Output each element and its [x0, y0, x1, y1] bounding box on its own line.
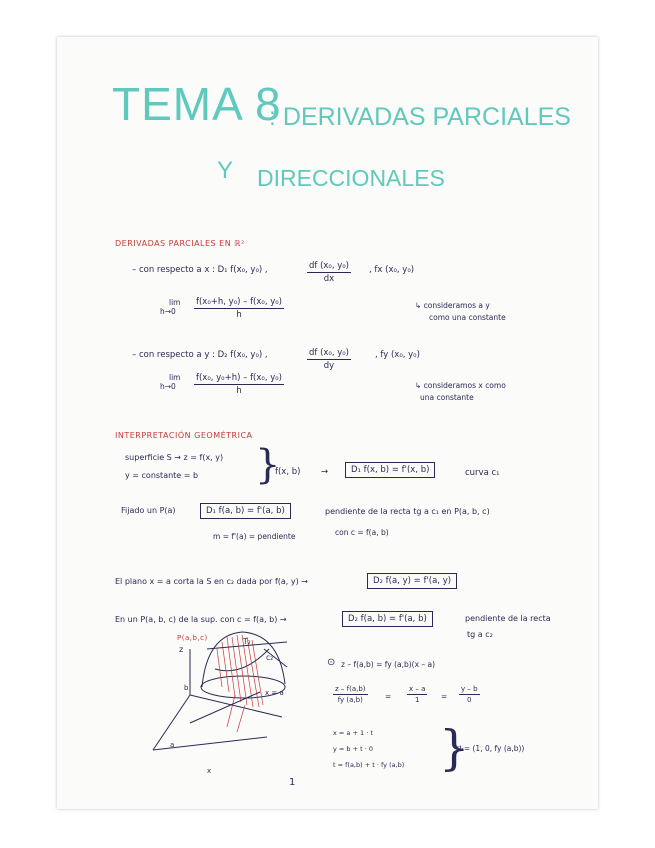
- fix-point-label: Fijado un P(a): [121, 506, 176, 515]
- param-x: x = a + 1 · t: [333, 729, 373, 737]
- x-derivative-fx: , fx (x₀, y₀): [369, 265, 415, 275]
- title-derivadas: : DERIVADAS PARCIALES: [269, 103, 571, 131]
- constant-line: y = constante = b: [125, 471, 199, 480]
- x-note-line1: ↳ consideramos a y: [415, 301, 490, 310]
- slope2-line2: tg a c₂: [467, 630, 493, 639]
- x-frac-denominator: dx: [323, 274, 335, 284]
- equals-1: =: [385, 692, 392, 701]
- param-z: t = f(a,b) + t · fy (a,b): [333, 761, 405, 769]
- sym-num-3: y – b: [461, 685, 478, 693]
- x-note-line2: como una constante: [429, 313, 506, 322]
- y-note-line1: ↳ consideramos x como: [415, 381, 506, 390]
- slope-text: pendiente de la recta tg a c₁ en P(a, b, c): [325, 507, 490, 516]
- arrow-1: →: [321, 467, 329, 477]
- label-c2: c₂: [266, 653, 274, 662]
- h-to-zero-y: h→0: [160, 382, 176, 391]
- slope-m-line: m = f'(a) = pendiente: [213, 532, 296, 541]
- page-number: 1: [289, 777, 296, 788]
- label-x-equals-a: x = a: [265, 689, 284, 697]
- x-derivative-line: – con respecto a x : D₁ f(x₀, y₀) ,: [132, 265, 268, 275]
- label-b: b: [184, 684, 189, 692]
- symmetric-frac-3: [459, 685, 480, 704]
- surface-line: superficie S → z = f(x, y): [125, 453, 224, 462]
- y-limit-numerator: f(x₀, y₀+h) – f(x₀, y₀): [196, 373, 282, 383]
- f-xb: f(x, b): [275, 467, 301, 477]
- direction-vector: v⃗ = (1, 0, fy (a,b)): [457, 744, 525, 753]
- plane-cut-line: El plano x = a corta la S en c₂ dada por f(a, y) →: [115, 577, 308, 586]
- surface-diagram: [57, 37, 598, 809]
- tangent-equation: z – f(a,b) = fy (a,b)(x – a): [341, 660, 436, 669]
- param-y: y = b + t · 0: [333, 745, 374, 753]
- h-to-zero-x: h→0: [160, 307, 176, 316]
- y-note-line2: una constante: [420, 393, 474, 402]
- sym-num-2: x – a: [409, 685, 426, 693]
- y-frac-numerator: df (x₀, y₀): [309, 348, 350, 358]
- param-brace-icon: }: [439, 720, 470, 776]
- x-limit-numerator: f(x₀+h, y₀) – f(x₀, y₀): [196, 297, 282, 307]
- section-heading-derivadas: DERIVADAS PARCIALES EN ℝ²: [115, 239, 245, 248]
- sym-den-3: 0: [467, 696, 472, 704]
- y-derivative-line: – con respecto a y : D₂ f(x₀, y₀) ,: [132, 350, 268, 360]
- notebook-page: [57, 37, 598, 809]
- curly-brace-icon: }: [255, 442, 281, 488]
- label-a: a: [170, 741, 175, 749]
- title-tema: TEMA 8: [112, 78, 282, 130]
- boxed-formula-2: D₁ f(a, b) = f'(a, b): [200, 503, 291, 519]
- symmetric-frac-2: [407, 685, 427, 704]
- symmetric-frac-1: [333, 685, 368, 704]
- lim-label-y: lim: [169, 373, 181, 382]
- curve-c1-label: curva c₁: [465, 468, 500, 478]
- sym-den-1: fy (a,b): [337, 696, 363, 704]
- label-t2: T₂: [243, 637, 251, 646]
- x-limit-denominator: h: [236, 310, 242, 320]
- sym-den-2: 1: [414, 696, 420, 704]
- lim-label-x: lim: [169, 298, 181, 307]
- title-direccionales: DIRECCIONALES: [257, 165, 445, 191]
- boxed-formula-4: D₂ f(a, b) = f'(a, b): [342, 611, 433, 627]
- sym-num-1: z – f(a,b): [335, 685, 366, 693]
- x-frac-numerator: df (x₀, y₀): [309, 261, 350, 271]
- y-derivative-fy: , fy (x₀, y₀): [375, 350, 420, 360]
- boxed-formula-3: D₂ f(a, y) = f'(a, y): [367, 573, 457, 589]
- boxed-formula-1: D₁ f(x, b) = f'(x, b): [345, 462, 435, 478]
- equals-2: =: [441, 692, 448, 701]
- label-x-axis: x: [207, 767, 212, 775]
- slope2-line1: pendiente de la recta: [465, 614, 551, 623]
- label-p: P(a,b,c): [177, 634, 208, 642]
- y-frac-denominator: dy: [323, 361, 335, 371]
- c-equals-line: con c = f(a, b): [335, 528, 389, 537]
- y-limit-denominator: h: [236, 386, 242, 396]
- label-z: z: [179, 645, 184, 654]
- point-line: En un P(a, b, c) de la sup. con c = f(a, b) →: [115, 615, 287, 624]
- title-y: Y: [217, 157, 234, 184]
- circled-dot-icon: ⊙: [327, 657, 336, 668]
- section-heading-interpretacion: INTERPRETACIÓN GEOMÉTRICA: [115, 431, 253, 440]
